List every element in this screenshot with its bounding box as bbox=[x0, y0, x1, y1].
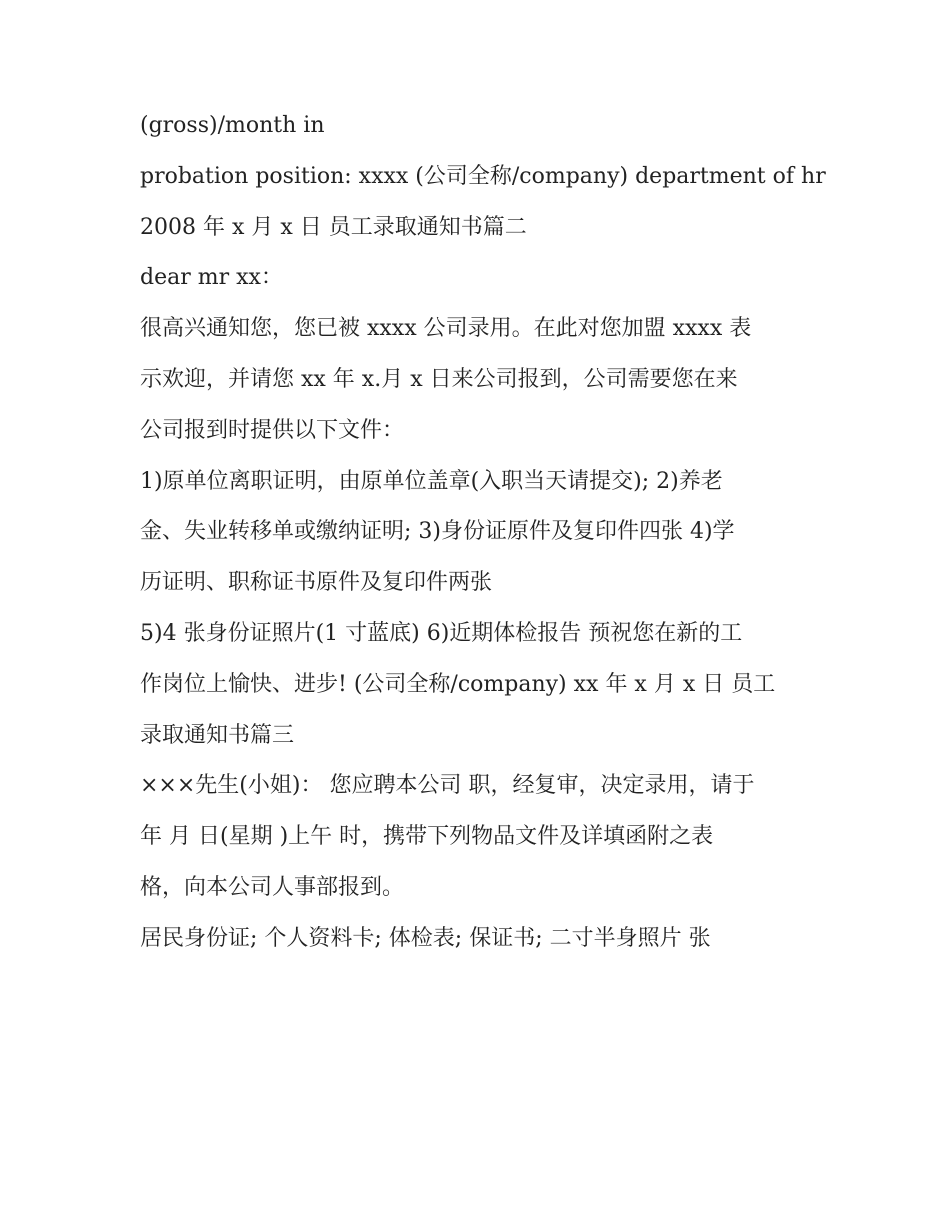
text-line: 历证明、职称证书原件及复印件两张 bbox=[140, 570, 493, 596]
text-line: ×××先生(小姐)： 您应聘本公司 职，经复审，决定录用，请于 bbox=[140, 773, 755, 799]
section-heading-line: 2008 年 x 月 x 日 员工录取通知书篇二 bbox=[140, 214, 527, 240]
text-line: 5)4 张身份证照片(1 寸蓝底) 6)近期体检报告 预祝您在新的工 bbox=[140, 620, 743, 646]
text-line: (gross)/month in bbox=[140, 113, 325, 138]
text-line: 很高兴通知您，您已被 xxxx 公司录用。在此对您加盟 xxxx 表 bbox=[140, 316, 752, 342]
text-line: 居民身份证; 个人资料卡; 体检表; 保证书; 二寸半身照片 张 bbox=[140, 925, 711, 951]
text-line: 作岗位上愉快、进步! (公司全称/company) xx 年 x 月 x 日 员工 bbox=[140, 671, 776, 697]
text-line: 公司报到时提供以下文件： bbox=[140, 417, 405, 443]
text-line: 格，向本公司人事部报到。 bbox=[140, 874, 405, 900]
text-line: 金、失业转移单或缴纳证明; 3)身份证原件及复印件四张 4)学 bbox=[140, 519, 735, 545]
text-line: 示欢迎，并请您 xx 年 x.月 x 日来公司报到，公司需要您在来 bbox=[140, 366, 738, 392]
salutation-line: dear mr xx： bbox=[140, 265, 283, 291]
text-line: 1)原单位离职证明，由原单位盖章(入职当天请提交); 2)养老 bbox=[140, 468, 723, 494]
section-heading-line: 录取通知书篇三 bbox=[140, 722, 295, 748]
text-line: probation position: xxxx (公司全称/company) department of hr bbox=[140, 163, 826, 189]
document-body bbox=[140, 104, 826, 968]
text-line: 年 月 日(星期 )上午 时，携带下列物品文件及详填函附之表 bbox=[140, 824, 714, 850]
